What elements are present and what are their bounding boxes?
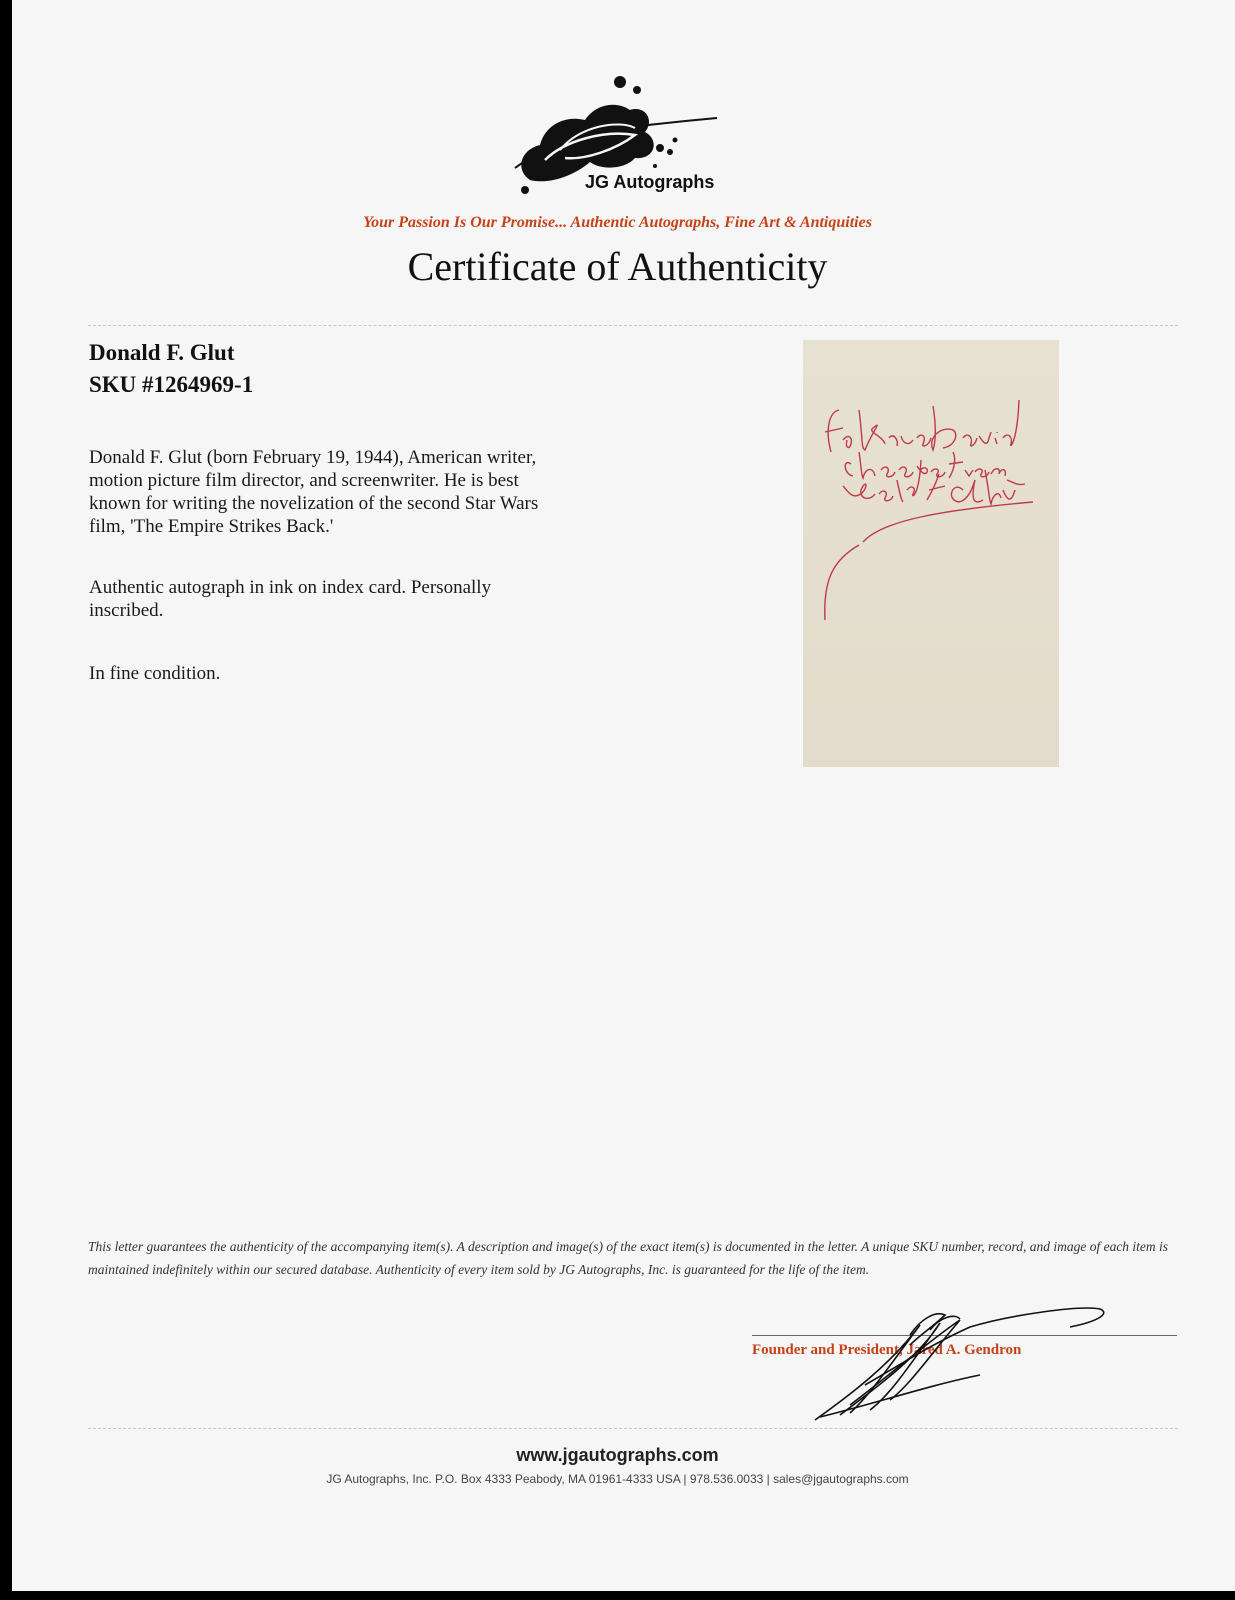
signature-icon (810, 1305, 1120, 1425)
item-name: Donald F. Glut (89, 340, 235, 365)
divider (88, 1428, 1178, 1429)
item-sku: SKU #1264969-1 (89, 372, 254, 397)
item-description: Donald F. Glut (born February 19, 1944), American writer, motion picture film director, and screenwriter. He is best known for writing the novelization of the second Star Wars film, 'The Empire Strikes Back.' (89, 447, 539, 537)
brand-tagline: Your Passion Is Our Promise... Authentic Autographs, Fine Art & Antiquities (363, 214, 872, 231)
item-authenticity: Authentic autograph in ink on index card. Personally inscribed. (89, 577, 492, 621)
brand-name: JG Autographs (585, 172, 715, 192)
guarantee-text: This letter guarantees the authenticity of the accompanying item(s). A description and image(s) of the exact item(s) is documented in the letter. A unique SKU number, record, and image of each item is maintained indefinitely within our secured database. Authenticity of every item sold by JG Autographs, Inc. is guaranteed for the life of the item. (88, 1239, 1169, 1277)
autograph-card-image (803, 340, 1059, 767)
website-link[interactable]: www.jgautographs.com (516, 1445, 719, 1465)
company-address: JG Autographs, Inc. P.O. Box 4333 Peabody, MA 01961-4333 USA | 978.536.0033 | sales@jgautographs.com (326, 1472, 909, 1486)
scan-border (0, 1591, 1235, 1600)
page-title: Certificate of Authenticity (407, 244, 828, 289)
item-condition: In fine condition. (89, 663, 221, 684)
founder-signature (810, 1305, 1120, 1425)
divider (88, 325, 1178, 326)
signer-title: Founder and President, Jared A. Gendron (752, 1342, 1022, 1358)
handwritten-inscription-icon (803, 340, 1059, 767)
